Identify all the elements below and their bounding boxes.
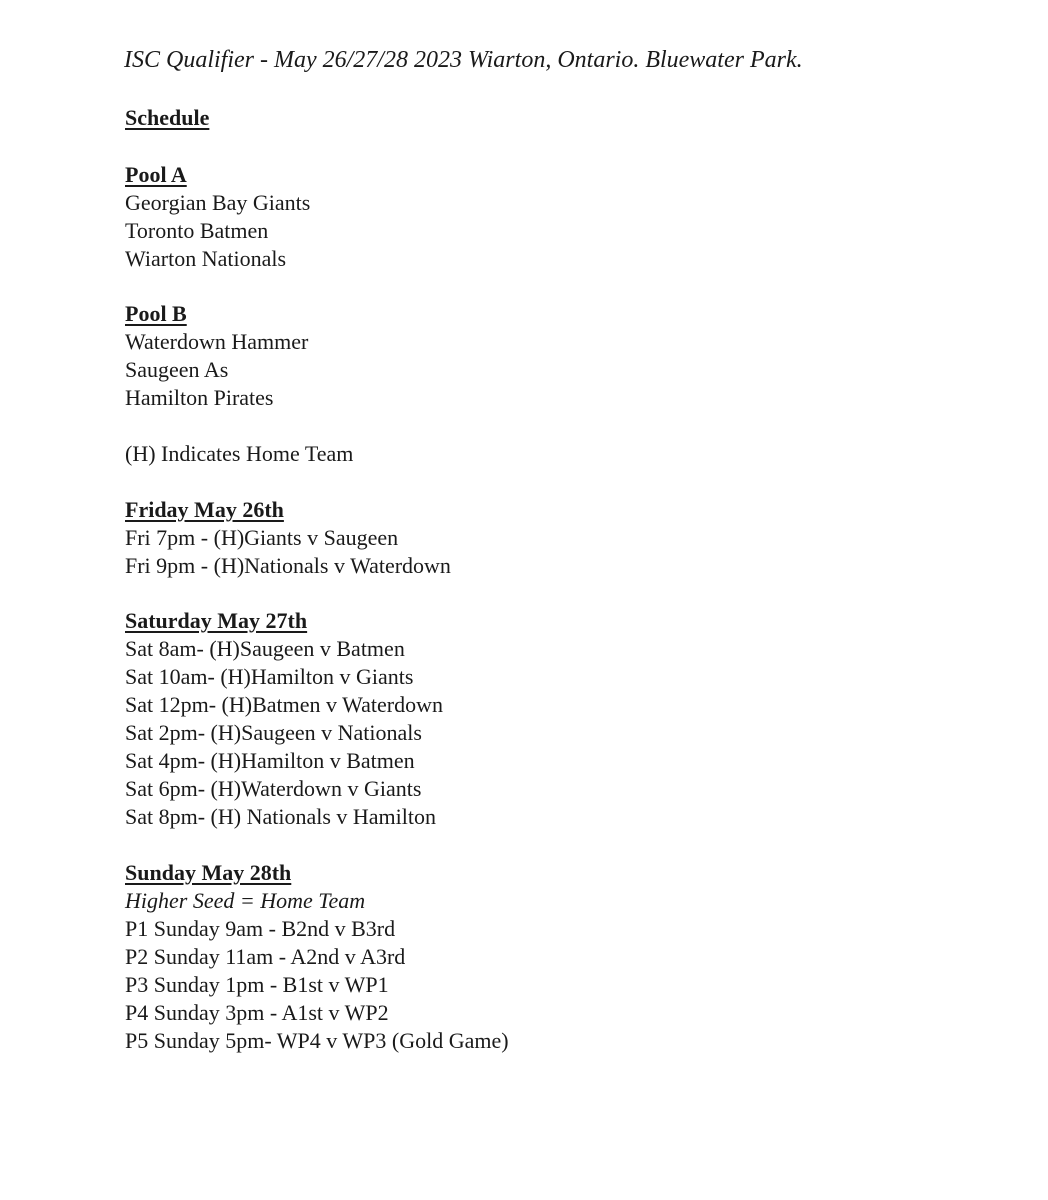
friday-heading: Friday May 26th	[125, 497, 284, 522]
pool-b-heading: Pool B	[125, 301, 187, 326]
friday-game-list	[125, 524, 451, 580]
team-item: Wiarton Nationals	[125, 246, 287, 271]
game-item: Sat 12pm- (H)Batmen v Waterdown	[125, 692, 443, 717]
game-item: P4 Sunday 3pm - A1st v WP2	[125, 1000, 389, 1025]
home-team-note	[125, 440, 353, 468]
sunday-heading: Sunday May 28th	[125, 860, 292, 885]
team-item: Georgian Bay Giants	[125, 190, 311, 215]
game-item: P2 Sunday 11am - A2nd v A3rd	[125, 944, 406, 969]
document-title: ISC Qualifier - May 26/27/28 2023 Wiarton, Ontario. Bluewater Park.	[124, 47, 803, 73]
sunday-seed-note: Higher Seed = Home Team	[125, 888, 366, 913]
game-item: Sat 8am- (H)Saugeen v Batmen	[125, 636, 405, 661]
game-item: Fri 9pm - (H)Nationals v Waterdown	[125, 553, 451, 578]
game-item: Sat 10am- (H)Hamilton v Giants	[125, 664, 414, 689]
saturday-heading: Saturday May 27th	[125, 608, 308, 633]
game-item: Fri 7pm - (H)Giants v Saugeen	[125, 525, 399, 550]
pool-a-team-list	[125, 189, 310, 273]
game-item: Sat 8pm- (H) Nationals v Hamilton	[125, 804, 437, 829]
game-item: P5 Sunday 5pm- WP4 v WP3 (Gold Game)	[125, 1028, 509, 1053]
team-item: Waterdown Hammer	[125, 329, 309, 354]
pool-a-heading: Pool A	[125, 162, 187, 187]
home-team-note-text: (H) Indicates Home Team	[125, 441, 354, 466]
game-item: Sat 2pm- (H)Saugeen v Nationals	[125, 720, 422, 745]
game-item: Sat 4pm- (H)Hamilton v Batmen	[125, 748, 415, 773]
team-item: Hamilton Pirates	[125, 385, 274, 410]
pool-b-team-list	[125, 328, 308, 412]
game-item: Sat 6pm- (H)Waterdown v Giants	[125, 776, 422, 801]
schedule-heading: Schedule	[125, 105, 210, 130]
game-item: P1 Sunday 9am - B2nd v B3rd	[125, 916, 396, 941]
game-item: P3 Sunday 1pm - B1st v WP1	[125, 972, 389, 997]
team-item: Toronto Batmen	[125, 218, 269, 243]
saturday-game-list	[125, 635, 443, 831]
sunday-game-list	[125, 887, 509, 1055]
team-item: Saugeen As	[125, 357, 229, 382]
